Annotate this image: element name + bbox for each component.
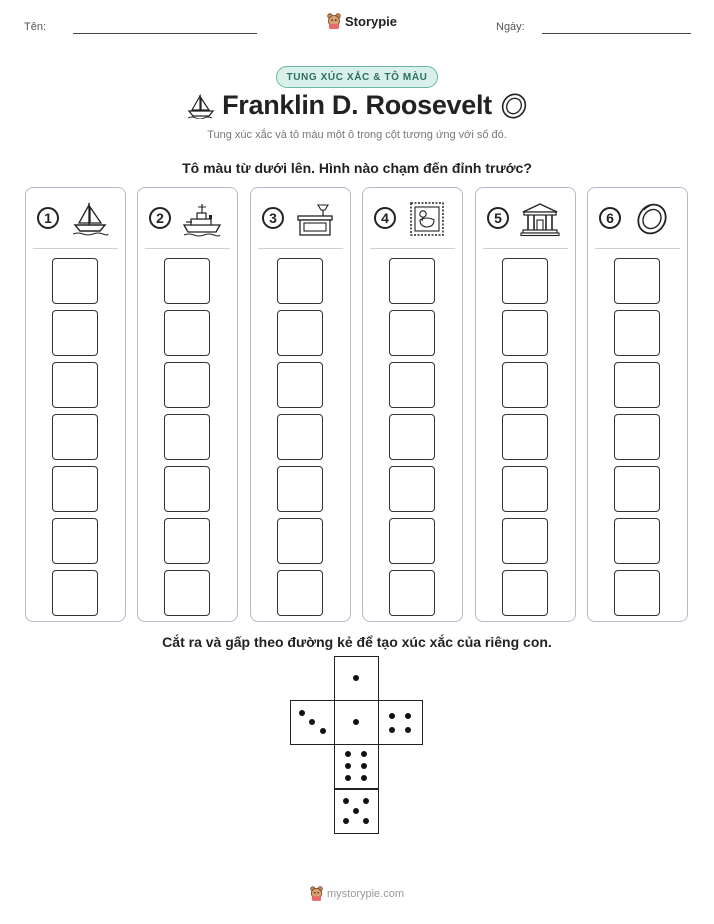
color-cell[interactable] (52, 570, 98, 616)
building-icon (520, 201, 560, 237)
color-cell[interactable] (277, 518, 323, 564)
page-subtitle: Tung xúc xắc và tô màu một ô trong cột tương ứng với số đó. (207, 129, 507, 141)
color-cell[interactable] (502, 570, 548, 616)
dice-face (334, 656, 379, 701)
name-line[interactable] (73, 33, 257, 34)
desk-icon (295, 201, 335, 237)
column-number: 1 (37, 207, 59, 229)
color-cell[interactable] (389, 414, 435, 460)
color-cell[interactable] (164, 258, 210, 304)
color-cell[interactable] (389, 310, 435, 356)
column-2 (137, 187, 238, 622)
dice-pip (345, 751, 351, 757)
title-ring-icon (499, 92, 529, 120)
name-label: Tên: (24, 21, 47, 33)
color-cell[interactable] (389, 466, 435, 512)
footer (0, 886, 714, 901)
column-5 (475, 187, 576, 622)
color-cell[interactable] (277, 570, 323, 616)
date-label: Ngày: (496, 21, 525, 33)
page-title: Franklin D. Roosevelt (222, 90, 492, 120)
column-number: 5 (487, 207, 509, 229)
color-cell[interactable] (164, 518, 210, 564)
color-cell[interactable] (52, 414, 98, 460)
color-cell[interactable] (389, 258, 435, 304)
game-instruction: Tô màu từ dưới lên. Hình nào chạm đến đỉnh trước? (182, 160, 532, 176)
dice-pip (363, 818, 369, 824)
dice-pip (320, 728, 326, 734)
color-cell[interactable] (52, 362, 98, 408)
color-cell[interactable] (389, 518, 435, 564)
color-cell[interactable] (614, 258, 660, 304)
column-1 (25, 187, 126, 622)
color-cell[interactable] (502, 518, 548, 564)
column-number: 3 (262, 207, 284, 229)
color-cell[interactable] (164, 310, 210, 356)
color-cell[interactable] (164, 362, 210, 408)
color-cell[interactable] (502, 362, 548, 408)
column-4 (362, 187, 463, 622)
dice-pip (405, 727, 411, 733)
color-cell[interactable] (389, 570, 435, 616)
dice-face (378, 700, 423, 745)
color-cell[interactable] (502, 310, 548, 356)
color-cell[interactable] (614, 466, 660, 512)
color-cell[interactable] (614, 310, 660, 356)
color-cell[interactable] (277, 258, 323, 304)
color-cell[interactable] (52, 518, 98, 564)
color-cell[interactable] (277, 310, 323, 356)
color-cell[interactable] (52, 310, 98, 356)
column-6 (587, 187, 688, 622)
color-cell[interactable] (614, 570, 660, 616)
color-cell[interactable] (277, 362, 323, 408)
activity-badge: TUNG XÚC XẮC & TÔ MÀU (276, 66, 438, 88)
column-number: 6 (599, 207, 621, 229)
brand-logo (327, 13, 397, 29)
dice-pip (361, 775, 367, 781)
color-cell[interactable] (614, 518, 660, 564)
dice-pip (343, 818, 349, 824)
color-cell[interactable] (389, 362, 435, 408)
color-cell[interactable] (164, 466, 210, 512)
bear-icon (327, 13, 341, 29)
cut-instruction: Cắt ra và gấp theo đường kẻ để tạo xúc xắc của riêng con. (162, 634, 552, 650)
date-line[interactable] (542, 33, 691, 34)
dice-pip (361, 763, 367, 769)
dice-pip (299, 710, 305, 716)
dice-pip (353, 719, 359, 725)
column-number: 4 (374, 207, 396, 229)
color-cell[interactable] (502, 466, 548, 512)
bear-icon (310, 886, 323, 901)
dice-face (290, 700, 335, 745)
dice-pip (345, 763, 351, 769)
color-cell[interactable] (277, 466, 323, 512)
color-cell[interactable] (164, 414, 210, 460)
brand-name: Storypie (345, 13, 398, 29)
dice-pip (361, 751, 367, 757)
dice-pip (405, 713, 411, 719)
dice-pip (353, 808, 359, 814)
color-cell[interactable] (52, 466, 98, 512)
sailboat-icon (70, 201, 110, 237)
column-3 (250, 187, 351, 622)
dice-pip (363, 798, 369, 804)
dice-pip (343, 798, 349, 804)
dice-pip (345, 775, 351, 781)
footer-url[interactable]: mystorypie.com (326, 887, 405, 900)
stamp-icon (407, 201, 447, 237)
color-cell[interactable] (164, 570, 210, 616)
dice-pip (353, 675, 359, 681)
dice-pip (389, 727, 395, 733)
color-cell[interactable] (502, 414, 548, 460)
color-cell[interactable] (614, 414, 660, 460)
ring-icon (632, 201, 672, 237)
dice-face (334, 700, 379, 745)
warship-icon (182, 201, 222, 237)
column-number: 2 (149, 207, 171, 229)
color-cell[interactable] (52, 258, 98, 304)
dice-pip (309, 719, 315, 725)
color-cell[interactable] (502, 258, 548, 304)
dice-face (334, 789, 379, 834)
dice-face (334, 744, 379, 789)
color-cell[interactable] (277, 414, 323, 460)
color-cell[interactable] (614, 362, 660, 408)
dice-pip (389, 713, 395, 719)
